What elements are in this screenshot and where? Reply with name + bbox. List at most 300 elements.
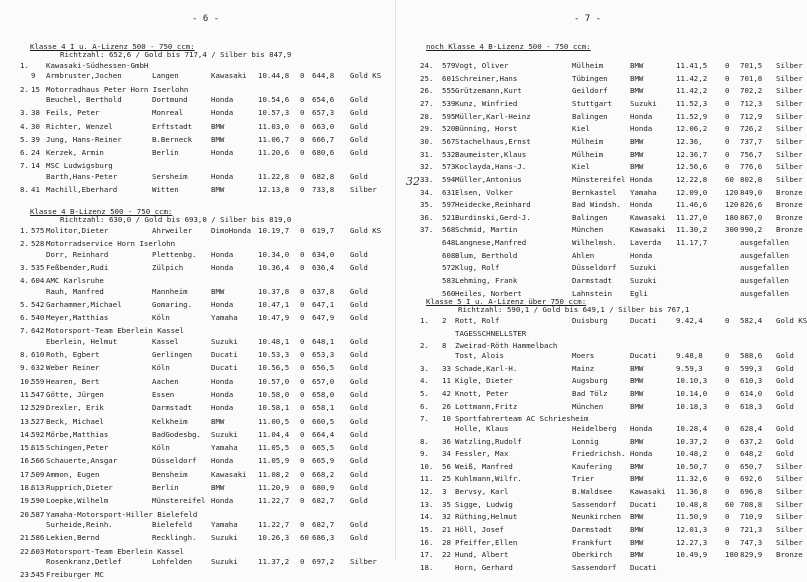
cell-preis: Gold xyxy=(350,483,368,492)
cell-zeit: 11.22,7 xyxy=(258,519,290,529)
cell-punkte: 867,0 xyxy=(740,212,763,222)
cell-punkte: 776,6 xyxy=(740,162,763,172)
cell-ort: Gomaring. xyxy=(152,299,193,309)
cell-punkte: 654,6 xyxy=(312,94,335,104)
cell-pos: 18. xyxy=(420,563,434,572)
cell-marke: BMW xyxy=(630,376,644,386)
cell-fahrer: Rüthing,Helmut xyxy=(455,512,518,522)
result-row xyxy=(396,124,803,136)
cell-ort: Zülpich xyxy=(152,262,184,272)
cell-pos: 6. xyxy=(420,401,429,411)
cell-preis: Gold xyxy=(350,469,368,479)
cell-fahrer: Kerzek, Armin xyxy=(46,148,104,158)
cell-preis: Gold xyxy=(350,496,368,506)
result-row xyxy=(396,111,803,124)
result-row xyxy=(0,351,396,362)
cell-preis: Gold xyxy=(350,249,368,259)
cell-marke: Honda xyxy=(630,111,653,121)
cell-nr: 560 xyxy=(442,288,456,298)
cell-ort: Moers xyxy=(572,350,595,360)
result-row xyxy=(0,444,396,455)
cell-marke: BMW xyxy=(630,512,644,522)
cell-marke: Honda xyxy=(211,249,234,259)
cell-pos: 13. xyxy=(20,416,34,426)
cell-punkte: 582,4 xyxy=(740,316,763,325)
cell-ort: Friedrichsh. xyxy=(572,449,626,459)
cell-fahrer: Molitor,Dieter xyxy=(46,226,109,235)
cell-nr: 15 xyxy=(31,84,40,94)
cell-fahrer: Koclayda,Hans-J. xyxy=(455,162,527,172)
cell-punkte: 610,3 xyxy=(740,376,763,386)
cell-ort: Bernkastel xyxy=(572,187,617,197)
cell-preis: Silber xyxy=(350,556,377,566)
cell-nr: 2 xyxy=(442,316,447,325)
cell-zeit: 10.36,4 xyxy=(258,262,290,272)
cell-zusatz: 0 xyxy=(300,403,305,413)
result-row xyxy=(0,378,396,389)
cell-fahrer: MSC Ludwigsburg xyxy=(46,161,113,171)
cell-punkte: 697,2 xyxy=(312,556,335,566)
cell-pos: 11. xyxy=(20,389,34,399)
cell-marke: Suzuki xyxy=(211,429,238,439)
cell-zusatz: 0 xyxy=(300,94,305,104)
cell-nr: 528 xyxy=(31,239,45,249)
cell-zeit: 11.46,6 xyxy=(676,200,708,210)
cell-marke: Honda xyxy=(211,262,234,272)
cell-ort: Berlin xyxy=(152,483,179,492)
cell-marke: Ducati xyxy=(630,499,657,509)
cell-fahrer: Sigge, Ludwig xyxy=(455,499,513,509)
cell-fahrer: Rott, Rolf xyxy=(455,316,500,325)
cell-marke: BMW xyxy=(630,537,644,547)
cell-preis: Bronze xyxy=(776,212,803,222)
cell-pos: 25. xyxy=(420,73,434,83)
cell-marke: BMW xyxy=(630,86,644,96)
cell-nr: 14 xyxy=(31,161,40,171)
right-page xyxy=(396,0,807,572)
cell-preis: Silber xyxy=(776,487,803,497)
cell-ort: Erftstadt xyxy=(152,121,193,131)
cell-ort: Witten xyxy=(152,185,179,194)
cell-marke: BMW xyxy=(211,134,225,144)
cell-fahrer: Götte, Jürgen xyxy=(46,389,104,399)
cell-pos: 8. xyxy=(20,350,29,359)
result-row xyxy=(396,264,792,275)
cell-nr: 509 xyxy=(31,469,45,479)
cell-ort: Gerlingen xyxy=(152,350,193,359)
cell-zusatz: 0 xyxy=(725,525,730,535)
result-row xyxy=(0,96,396,107)
cell-fahrer: Schingen,Peter xyxy=(46,443,109,453)
cell-zusatz: 0 xyxy=(300,108,305,118)
result-row xyxy=(0,301,396,312)
cell-fahrer: Rauh, Manfred xyxy=(46,286,104,296)
cell-preis: Silber xyxy=(776,512,803,522)
cell-nr: 587 xyxy=(31,509,45,519)
cell-fahrer: Holle, Klaus xyxy=(455,423,509,433)
cell-marke: Egli xyxy=(630,288,648,298)
result-row xyxy=(396,474,803,486)
cell-zeit: 10.53,3 xyxy=(258,350,290,359)
cell-preis: Gold xyxy=(350,299,368,309)
cell-ort: Darmstadt xyxy=(572,525,613,535)
cell-punkte: 802,8 xyxy=(740,174,763,184)
cell-zusatz: 0 xyxy=(300,469,305,479)
cell-zeit: 11.50,9 xyxy=(676,512,708,522)
cell-punkte: 701,8 xyxy=(740,73,763,83)
cell-zeit: 11.06,7 xyxy=(258,134,290,144)
cell-nr: 604 xyxy=(31,276,45,286)
cell-pos: 27. xyxy=(420,98,434,108)
handwritten-note: 32 xyxy=(406,175,420,188)
cell-zusatz: 0 xyxy=(300,336,305,346)
cell-pos: 2. xyxy=(420,341,429,351)
cell-preis: Silber xyxy=(776,525,803,535)
cell-preis: Gold xyxy=(350,94,368,104)
cell-pos: 37. xyxy=(420,225,434,235)
cell-marke: Honda xyxy=(211,299,234,309)
cell-marke: BMW xyxy=(630,61,644,70)
cell-punkte: 618,3 xyxy=(740,401,763,411)
cell-fahrer: Baumeister,Klaus xyxy=(455,149,527,159)
cell-zusatz: 0 xyxy=(725,376,730,386)
cell-marke: Ducati xyxy=(630,563,657,572)
cell-marke: BMW xyxy=(211,121,225,131)
cell-marke: BMW xyxy=(630,474,644,484)
cell-fahrer: Elsen, Volker xyxy=(455,187,513,197)
cell-nr: 26 xyxy=(442,401,451,411)
cell-nr: 32 xyxy=(442,512,451,522)
cell-fahrer: Schmid, Martin xyxy=(455,225,518,235)
result-row xyxy=(0,264,396,275)
result-row xyxy=(0,72,396,83)
cell-nr: 535 xyxy=(31,262,45,272)
cell-ort: Düsseldorf xyxy=(152,456,197,466)
cell-punkte: 636,4 xyxy=(312,262,335,272)
cell-nr: 566 xyxy=(31,456,45,466)
cell-pos: 32. xyxy=(420,162,434,172)
cell-fahrer: Barth,Hans-Peter xyxy=(46,171,118,181)
cell-fahrer: Zweirad-Röth Hammelbach xyxy=(455,341,558,351)
cell-zusatz: 0 xyxy=(725,98,730,108)
cell-zeit: 10.58,1 xyxy=(258,403,290,413)
cell-fahrer: Blum, Berthold xyxy=(455,250,518,260)
cell-punkte: ausgefallen xyxy=(740,250,789,260)
class-heading: Klasse 4 I u. A-Lizenz 500 - 750 ccm: xyxy=(30,42,195,51)
result-row xyxy=(396,330,792,341)
cell-ort: Frankfurt xyxy=(572,537,613,547)
cell-marke: Honda xyxy=(211,148,234,158)
cell-nr: 545 xyxy=(31,570,45,580)
cell-fahrer: Feßbender,Rudi xyxy=(46,262,109,272)
cell-zusatz: 0 xyxy=(725,316,730,325)
cell-zeit: 11.03,0 xyxy=(258,121,290,131)
cell-zeit: 11.05,5 xyxy=(258,443,290,453)
cell-preis: Silber xyxy=(776,111,803,121)
cell-pos: 3. xyxy=(20,108,29,118)
cell-ort: Balingen xyxy=(572,111,608,121)
cell-marke: Kawasaki xyxy=(630,487,666,497)
cell-zusatz: 0 xyxy=(300,389,305,399)
class-heading: Klasse 4 B-Lizenz 500 - 750 ccm: xyxy=(30,207,173,216)
cell-preis: Gold xyxy=(350,286,368,296)
cell-pos: 10. xyxy=(20,376,34,386)
cell-ort: Plettenbg. xyxy=(152,249,197,259)
cell-zusatz: 0 xyxy=(300,185,305,194)
cell-fahrer: Pfeiffer,Ellen xyxy=(455,537,518,547)
cell-ort: Dortmund xyxy=(152,94,188,104)
result-row xyxy=(0,364,396,375)
cell-fahrer: Bervsy, Karl xyxy=(455,487,509,497)
cell-preis: Gold xyxy=(350,533,368,543)
cell-nr: 529 xyxy=(31,403,45,413)
cell-preis: Gold xyxy=(350,429,368,439)
result-row xyxy=(0,534,396,545)
cell-pos: 5. xyxy=(420,388,429,398)
cell-zusatz: 0 xyxy=(725,537,730,547)
result-row xyxy=(396,136,803,149)
cell-pos: 14. xyxy=(420,512,434,522)
cell-preis: Gold xyxy=(350,350,368,359)
cell-preis: Silber xyxy=(776,162,803,172)
cell-zusatz: 0 xyxy=(300,148,305,158)
cell-preis: Silber xyxy=(776,124,803,134)
cell-pos: 35. xyxy=(420,200,434,210)
cell-fahrer: Schauerte,Ansgar xyxy=(46,456,118,466)
cell-punkte: 733,8 xyxy=(312,185,335,194)
cell-ort: Lonnig xyxy=(572,436,599,446)
cell-nr: 41 xyxy=(31,185,40,194)
cell-fahrer: Tost, Alois xyxy=(455,350,504,360)
cell-ort: Duisburg xyxy=(572,316,608,325)
cell-zeit: 10.47,9 xyxy=(258,313,290,323)
cell-zusatz: 0 xyxy=(300,71,305,81)
cell-preis: Gold xyxy=(350,262,368,272)
cell-zeit: 11.41,5 xyxy=(676,61,708,70)
cell-ort: Essen xyxy=(152,389,175,399)
cell-ort: Mülheim xyxy=(572,61,604,70)
cell-marke: Honda xyxy=(211,171,234,181)
cell-fahrer: Weiß, Manfred xyxy=(455,461,513,471)
cell-marke: Suzuki xyxy=(211,533,238,543)
cell-fahrer: Machill,Eberhard xyxy=(46,185,118,194)
cell-zeit: 10.14,0 xyxy=(676,388,708,398)
cell-punkte: 658,1 xyxy=(312,403,335,413)
cell-marke: Honda xyxy=(211,456,234,466)
cell-pos: 29. xyxy=(420,124,434,134)
cell-nr: 532 xyxy=(442,149,456,159)
result-row xyxy=(396,537,803,550)
cell-fahrer: Burdinski,Gerd-J. xyxy=(455,212,531,222)
cell-zusatz: 0 xyxy=(725,436,730,446)
cell-pos: 2. xyxy=(20,84,29,94)
cell-zeit: 11.00,5 xyxy=(258,416,290,426)
cell-preis: Silber xyxy=(350,185,377,194)
cell-marke: BMW xyxy=(211,286,225,296)
result-row xyxy=(0,314,396,325)
cell-zeit: 12.27,3 xyxy=(676,537,708,547)
cell-preis: Gold xyxy=(776,376,794,386)
cell-preis: Silber xyxy=(776,474,803,484)
cell-marke: Honda xyxy=(630,423,653,433)
cell-punkte: 665,5 xyxy=(312,443,335,453)
cell-nr: 590 xyxy=(31,496,45,506)
result-row xyxy=(396,425,792,436)
cell-fahrer: Horn, Gerhard xyxy=(455,563,513,572)
cell-preis: Silber xyxy=(776,174,803,184)
cell-zeit: 9.59,3 xyxy=(676,363,703,373)
cell-pos: 7. xyxy=(420,414,429,424)
cell-marke: BMW xyxy=(630,149,644,159)
cell-zeit: 11.08,2 xyxy=(258,469,290,479)
cell-punkte: 656,5 xyxy=(312,363,335,373)
cell-nr: 631 xyxy=(442,187,456,197)
cell-punkte: 712,9 xyxy=(740,111,763,121)
cell-zusatz: 0 xyxy=(300,519,305,529)
cell-ort: Lahnstein xyxy=(572,288,613,298)
cell-zusatz: 60 xyxy=(725,174,734,184)
cell-fahrer: Richter, Wenzel xyxy=(46,121,113,131)
cell-zusatz: 180 xyxy=(725,212,739,222)
cell-pos: 21. xyxy=(20,533,34,543)
cell-zusatz: 0 xyxy=(725,61,730,70)
cell-marke: Honda xyxy=(630,449,653,459)
cell-pos: 36. xyxy=(420,212,434,222)
cell-preis: Gold xyxy=(350,121,368,131)
cell-pos: 26. xyxy=(420,86,434,96)
cell-fahrer: Sportfahrerteam AC Schriesheim xyxy=(455,414,589,424)
result-row xyxy=(396,564,792,575)
cell-ort: B.Waldsee xyxy=(572,487,613,497)
cell-zusatz: 0 xyxy=(725,350,730,360)
cell-zeit: 11.42,2 xyxy=(676,86,708,96)
cell-pos: 1. xyxy=(420,316,429,325)
result-row xyxy=(0,251,396,262)
cell-ort: Ahrweiler xyxy=(152,226,193,235)
cell-zusatz: 0 xyxy=(725,401,730,411)
result-row xyxy=(396,512,803,524)
cell-preis: Bronze xyxy=(776,550,803,560)
cell-punkte: 664,4 xyxy=(312,429,335,439)
result-row xyxy=(396,438,792,449)
cell-punkte: 756,7 xyxy=(740,149,763,159)
cell-ort: Darmstadt xyxy=(572,276,613,286)
cell-nr: 520 xyxy=(442,124,456,134)
cell-fahrer: Beck, Michael xyxy=(46,416,104,426)
cell-fahrer: Lekien,Bernd xyxy=(46,533,100,543)
cell-pos: 5. xyxy=(20,299,29,309)
cell-marke: Honda xyxy=(211,108,234,118)
cell-marke: Kawasaki xyxy=(630,225,666,235)
cell-fahrer: Fessler, Max xyxy=(455,449,509,459)
cell-punkte: 588,6 xyxy=(740,350,763,360)
cell-marke: Suzuki xyxy=(630,276,657,286)
cell-punkte: 663,0 xyxy=(312,121,335,131)
cell-nr: 521 xyxy=(442,212,456,222)
cell-fahrer: Schreiner,Hans xyxy=(455,73,518,83)
cell-fahrer: Langnese,Manfred xyxy=(455,238,527,248)
cell-zusatz: 0 xyxy=(300,429,305,439)
result-row xyxy=(396,352,792,363)
cell-nr: 28 xyxy=(442,537,451,547)
cell-pos: 31. xyxy=(420,149,434,159)
cell-punkte: 682,8 xyxy=(312,171,335,181)
cell-zeit: 10.48,8 xyxy=(676,499,708,509)
cell-ort: Langen xyxy=(152,71,179,81)
cell-fahrer: Rupprich,Dieter xyxy=(46,483,113,492)
result-row xyxy=(396,239,792,250)
cell-pos: 11. xyxy=(420,474,434,484)
cell-preis: Gold xyxy=(776,350,794,360)
cell-ort: Heidelberg xyxy=(572,423,617,433)
cell-zeit: 11.52,9 xyxy=(676,111,708,121)
class-heading: noch Klasse 4 B-Lizenz 500 - 750 ccm: xyxy=(426,42,591,51)
cell-marke: BMW xyxy=(630,73,644,83)
cell-zeit: 11.17,7 xyxy=(676,238,708,248)
cell-fahrer: Grützemann,Kurt xyxy=(455,86,522,96)
cell-punkte: 747,3 xyxy=(740,537,763,547)
cell-zusatz: 0 xyxy=(725,73,730,83)
cell-ort: Bensheim xyxy=(152,469,188,479)
cell-ort: Kaufering xyxy=(572,461,613,471)
cell-nr: 34 xyxy=(442,449,451,459)
cell-pos: 3. xyxy=(420,363,429,373)
cell-ort: Aachen xyxy=(152,376,179,386)
cell-ort: Recklingh. xyxy=(152,533,197,543)
cell-zusatz: 0 xyxy=(300,363,305,373)
cell-marke: BMW xyxy=(630,461,644,471)
cell-nr: 559 xyxy=(31,376,45,386)
cell-fahrer: Kawasaki-Südhessen-GmbH xyxy=(46,61,149,70)
result-row xyxy=(0,391,396,402)
cell-fahrer: Feils, Peter xyxy=(46,108,100,118)
cell-zeit: 10.19,7 xyxy=(258,226,290,235)
cell-fahrer: Kunz, Winfried xyxy=(455,98,518,108)
cell-fahrer: Eberlein, Helmut xyxy=(46,336,118,346)
cell-ort: Sersheim xyxy=(152,171,188,181)
cell-zusatz: 0 xyxy=(725,86,730,96)
cell-pos: 18. xyxy=(20,483,34,492)
cell-pos: 3. xyxy=(20,262,29,272)
cell-preis: Gold xyxy=(350,134,368,144)
cell-zeit: 10.48,2 xyxy=(676,449,708,459)
cell-marke: BMW xyxy=(211,483,225,492)
cell-fahrer: Heiles, Norbert xyxy=(455,288,522,298)
cell-ort: Darmstadt xyxy=(152,403,193,413)
cell-marke: Yamaha xyxy=(211,519,238,529)
result-row xyxy=(0,338,396,349)
cell-ort: Bielefeld xyxy=(152,519,193,529)
cell-zeit: 11.22,7 xyxy=(258,496,290,506)
cell-nr: 39 xyxy=(31,134,40,144)
cell-fahrer: Rosenkranz,Detlef xyxy=(46,556,122,566)
cell-zeit: 10.56,5 xyxy=(258,363,290,373)
cell-ort: Kiel xyxy=(572,124,590,134)
cell-preis: Gold xyxy=(350,403,368,413)
result-row xyxy=(396,277,792,288)
cell-marke: Honda xyxy=(630,124,653,134)
cell-zeit: 10.48,1 xyxy=(258,336,290,346)
cell-nr: 597 xyxy=(442,200,456,210)
cell-ort: Balingen xyxy=(572,212,608,222)
cell-ort: Augsburg xyxy=(572,376,608,386)
result-row xyxy=(0,558,396,569)
cell-zusatz: 0 xyxy=(725,124,730,134)
cell-punkte: 849,0 xyxy=(740,187,763,197)
cell-marke: BMW xyxy=(630,401,644,411)
cell-preis: Silber xyxy=(776,98,803,108)
cell-fahrer: Dorr, Reinhard xyxy=(46,249,109,259)
